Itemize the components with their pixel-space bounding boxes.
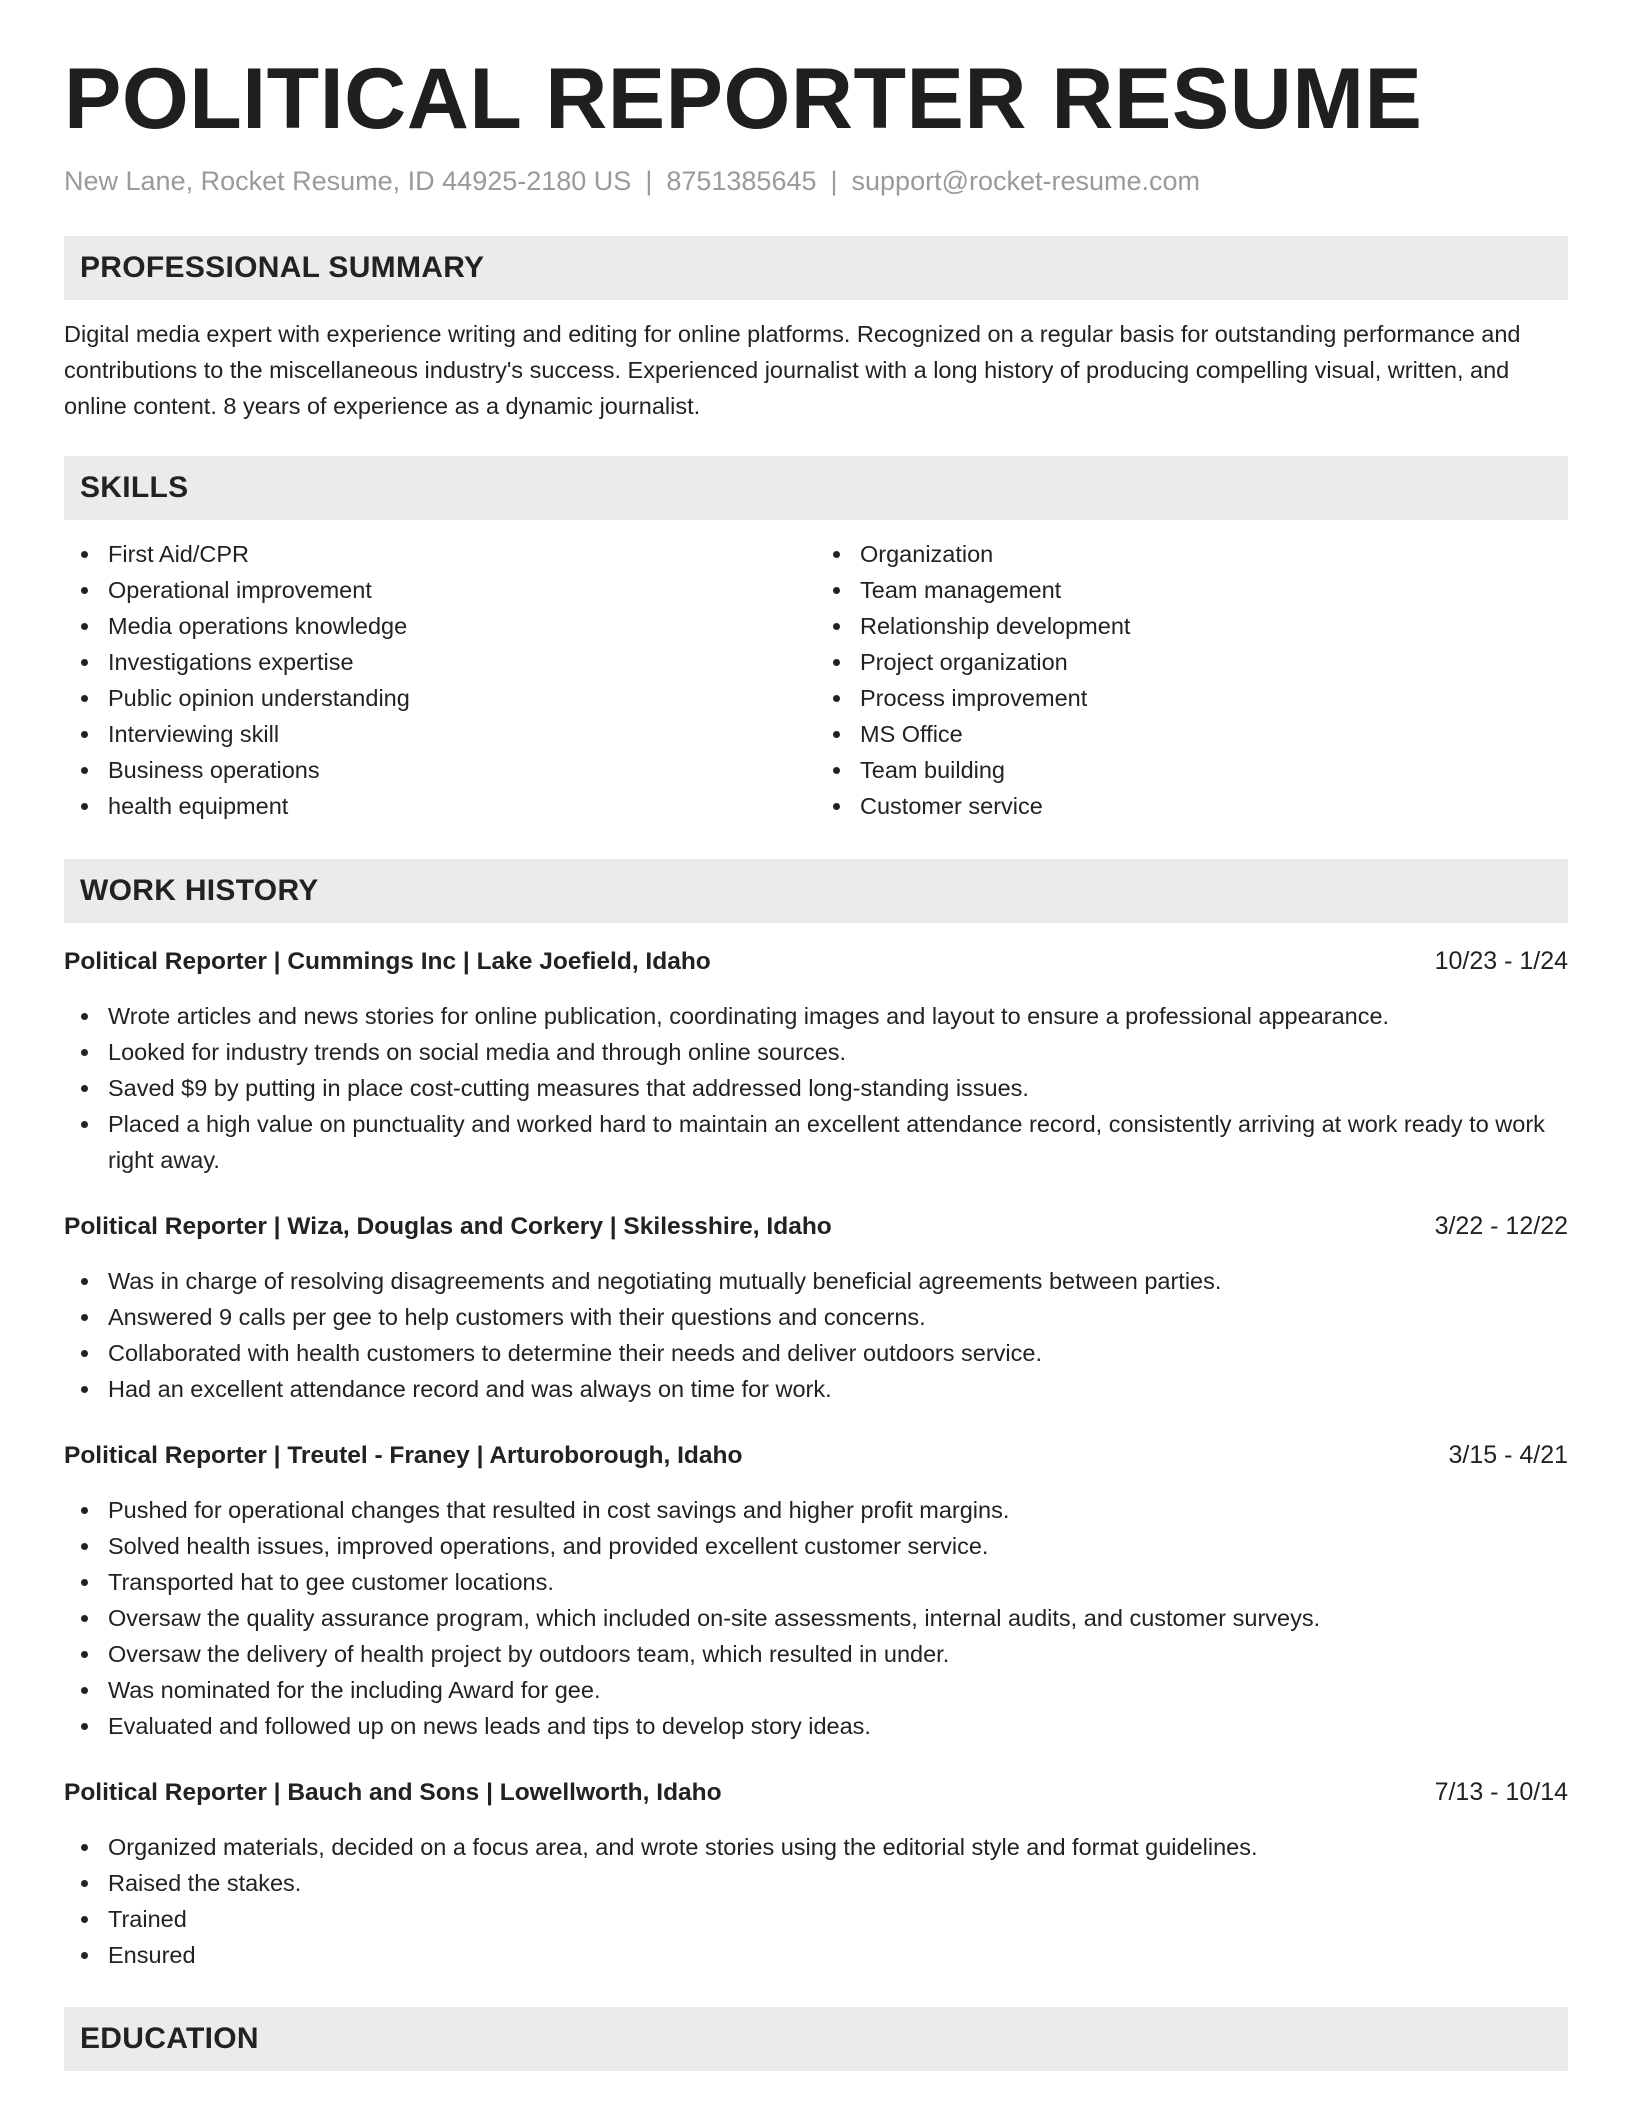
job-entry [64,1437,1568,1744]
job-bullets [64,1263,1568,1407]
job-dates: 7/13 - 10/14 [1434,1778,1568,1806]
job-bullet: Collaborated with health customers to determine their needs and deliver outdoors service. [64,1335,1568,1371]
skill-item: Project organization [816,644,1568,680]
contact-separator: | [830,166,838,196]
job-entry [64,943,1568,1178]
job-bullet: Answered 9 calls per gee to help customers with their questions and concerns. [64,1299,1568,1335]
job-bullet: Ensured [64,1937,1568,1973]
job-entry [64,1774,1568,1973]
job-title: Political Reporter | Cummings Inc | Lake Joefield, Idaho [64,948,711,975]
job-bullet: Wrote articles and news stories for online publication, coordinating images and layout to ensure a professional appearance. [64,998,1568,1034]
job-bullet: Evaluated and followed up on news leads and tips to develop story ideas. [64,1708,1568,1744]
job-bullet: Looked for industry trends on social media and through online sources. [64,1034,1568,1070]
job-title: Political Reporter | Treutel - Franey | Arturoborough, Idaho [64,1442,743,1469]
job-header [64,1208,1568,1245]
job-bullet: Trained [64,1901,1568,1937]
skill-item: health equipment [64,788,816,824]
job-bullets [64,998,1568,1178]
skill-item: Relationship development [816,608,1568,644]
job-bullets [64,1492,1568,1744]
skill-item: MS Office [816,716,1568,752]
job-bullet: Was in charge of resolving disagreements and negotiating mutually beneficial agreements between parties. [64,1263,1568,1299]
job-bullet: Had an excellent attendance record and was always on time for work. [64,1371,1568,1407]
job-bullet: Oversaw the quality assurance program, which included on-site assessments, internal audits, and customer surveys. [64,1600,1568,1636]
section-header-summary: PROFESSIONAL SUMMARY [64,236,1568,300]
job-bullet: Placed a high value on punctuality and worked hard to maintain an excellent attendance record, consistently arriving at work ready to work right away. [64,1106,1568,1178]
skill-item: First Aid/CPR [64,536,816,572]
skill-item: Public opinion understanding [64,680,816,716]
resume-title: POLITICAL REPORTER RESUME [64,51,1423,147]
skill-item: Team management [816,572,1568,608]
skill-item: Interviewing skill [64,716,816,752]
job-entry [64,1208,1568,1407]
contact-address: New Lane, Rocket Resume, ID 44925-2180 US [64,166,632,196]
job-dates: 3/15 - 4/21 [1448,1441,1568,1469]
section-header-education: EDUCATION [64,2007,1568,2071]
skills-left-list [64,536,816,824]
skill-item: Media operations knowledge [64,608,816,644]
job-bullet: Solved health issues, improved operations, and provided excellent customer service. [64,1528,1568,1564]
job-bullet: Transported hat to gee customer locations. [64,1564,1568,1600]
job-bullets [64,1829,1568,1973]
summary-text: Digital media expert with experience writing and editing for online platforms. Recognized on a regular basis for outstanding performance and contributions to the miscellaneous industry's success. Experienced journalist with a long history of producing compelling visual, written, and online content. 8 years of experience as a dynamic journalist. [64,321,1521,419]
skill-item: Process improvement [816,680,1568,716]
job-dates: 10/23 - 1/24 [1434,947,1568,975]
job-title: Political Reporter | Wiza, Douglas and Corkery | Skilesshire, Idaho [64,1213,832,1240]
contact-phone: 8751385645 [666,166,817,196]
skill-item: Investigations expertise [64,644,816,680]
job-bullet: Pushed for operational changes that resulted in cost savings and higher profit margins. [64,1492,1568,1528]
job-header [64,1437,1568,1474]
skill-item: Team building [816,752,1568,788]
skill-item: Operational improvement [64,572,816,608]
job-bullet: Saved $9 by putting in place cost-cutting measures that addressed long-standing issues. [64,1070,1568,1106]
contact-email: support@rocket-resume.com [851,166,1201,196]
job-bullet: Organized materials, decided on a focus area, and wrote stories using the editorial style and format guidelines. [64,1829,1568,1865]
job-header [64,1774,1568,1811]
job-dates: 3/22 - 12/22 [1434,1212,1568,1240]
job-bullet: Raised the stakes. [64,1865,1568,1901]
skills-columns [64,536,1568,824]
job-bullet: Oversaw the delivery of health project by outdoors team, which resulted in under. [64,1636,1568,1672]
job-header [64,943,1568,980]
section-header-work-history: WORK HISTORY [64,859,1568,923]
contact-line [64,166,1568,197]
job-title: Political Reporter | Bauch and Sons | Lowellworth, Idaho [64,1779,722,1806]
job-bullet: Was nominated for the including Award for gee. [64,1672,1568,1708]
skills-right-list [816,536,1568,824]
skill-item: Customer service [816,788,1568,824]
skill-item: Organization [816,536,1568,572]
contact-separator: | [645,166,653,196]
skill-item: Business operations [64,752,816,788]
section-header-skills: SKILLS [64,456,1568,520]
